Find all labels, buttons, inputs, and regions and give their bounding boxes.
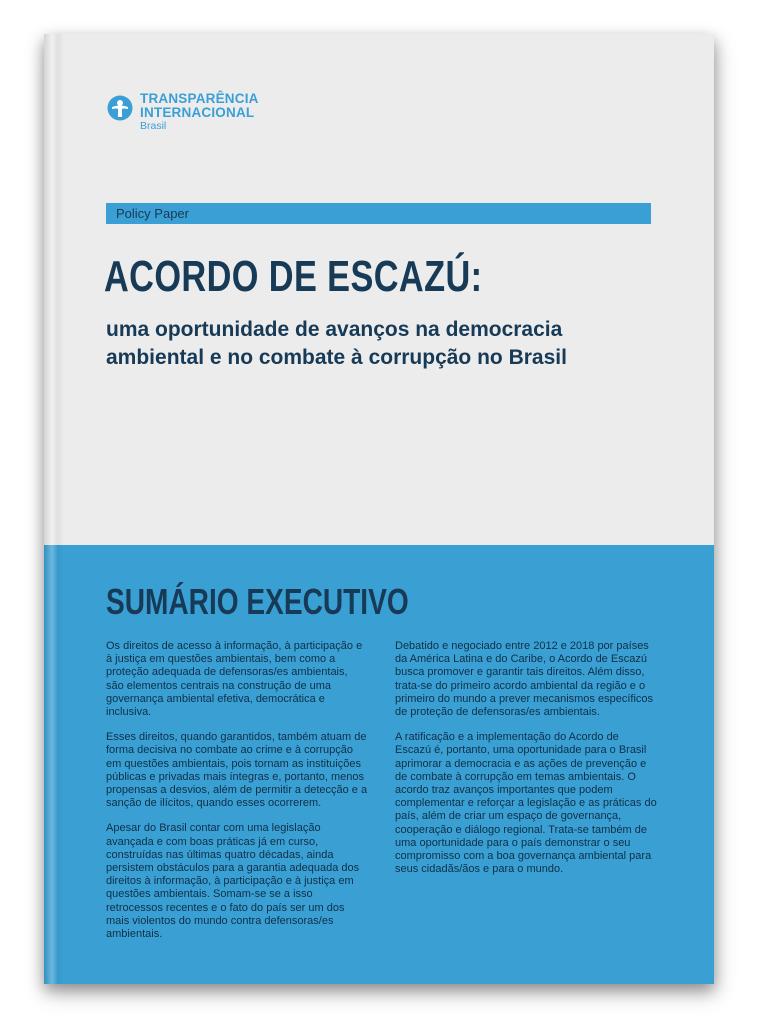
booklet-spine bbox=[44, 34, 64, 984]
summary-paragraph: Esses direitos, quando garantidos, também atuam de forma decisiva no combate ao crime e à corrupção em questões ambientais, pois tornam as instituições públicas e privadas mais íntegras e, portanto, menos propensas a desvios, além de permitir a detecção e a sanção de ilícitos, quando esses ocorrerem. bbox=[106, 731, 368, 810]
policy-paper-label-bar bbox=[106, 203, 651, 224]
policy-paper-label: Policy Paper bbox=[116, 206, 189, 221]
summary-paragraph: Os direitos de acesso à informação, à participação e à justiça em questões ambientais, bem como a proteção adequada de defensoras/es ambientais, são elementos centrais na construção de uma governança ambiental efetiva, democrática e inclusiva. bbox=[106, 640, 363, 719]
logo-wordmark bbox=[140, 92, 259, 132]
transparency-international-logo bbox=[106, 92, 259, 132]
executive-summary-section bbox=[44, 545, 714, 984]
document-title: ACORDO DE ESCAZÚ: bbox=[104, 252, 483, 301]
summary-left-column bbox=[106, 640, 368, 953]
summary-paragraph: Debatido e negociado entre 2012 e 2018 por países da América Latina e do Caribe, o Acordo de Escazú busca promover e garantir tais direitos. Além disso, trata-se do primeiro acordo ambiental da região e o primeiro do mundo a prever mecanismos específicos de proteção de defensoras/es ambientais. bbox=[395, 640, 654, 719]
summary-paragraph: Apesar do Brasil contar com uma legislação avançada e com boas práticas já em curso, construídas nas últimas quatro décadas, ainda persistem obstáculos para a garantia adequada dos direitos à informação, à participação e à justiça em questões ambientais. Somam-se se a isso retrocessos recentes e o fato do país ser um dos mais violentos do mundo contra defensoras/es ambientais. bbox=[106, 822, 360, 941]
document-subtitle: uma oportunidade de avanços na democracia ambiental e no combate à corrupção no Brasil bbox=[106, 318, 567, 369]
transparency-globe-icon bbox=[106, 94, 134, 122]
logo-line-2: INTERNACIONAL bbox=[140, 105, 255, 120]
policy-paper-cover bbox=[44, 34, 714, 984]
executive-summary-heading: SUMÁRIO EXECUTIVO bbox=[106, 581, 409, 622]
summary-paragraph: A ratificação e a implementação do Acordo de Escazú é, portanto, uma oportunidade para o Brasil aprimorar a democracia e as ações de prevenção e de combate à corrupção em temas ambientais. O acordo traz avanços importantes que podem complementar e reforçar a legislação e as práticas do país, além de criar um espaço de governança, cooperação e diálogo regional. Trata-se também de uma oportunidade para o país demonstrar o seu compromisso com a boa governança ambiental para seus cidadãs/ãos e para o mundo. bbox=[395, 731, 657, 876]
summary-right-column bbox=[395, 640, 657, 888]
logo-line-3: Brasil bbox=[140, 120, 167, 132]
logo-line-1: TRANSPARÊNCIA bbox=[140, 91, 259, 106]
